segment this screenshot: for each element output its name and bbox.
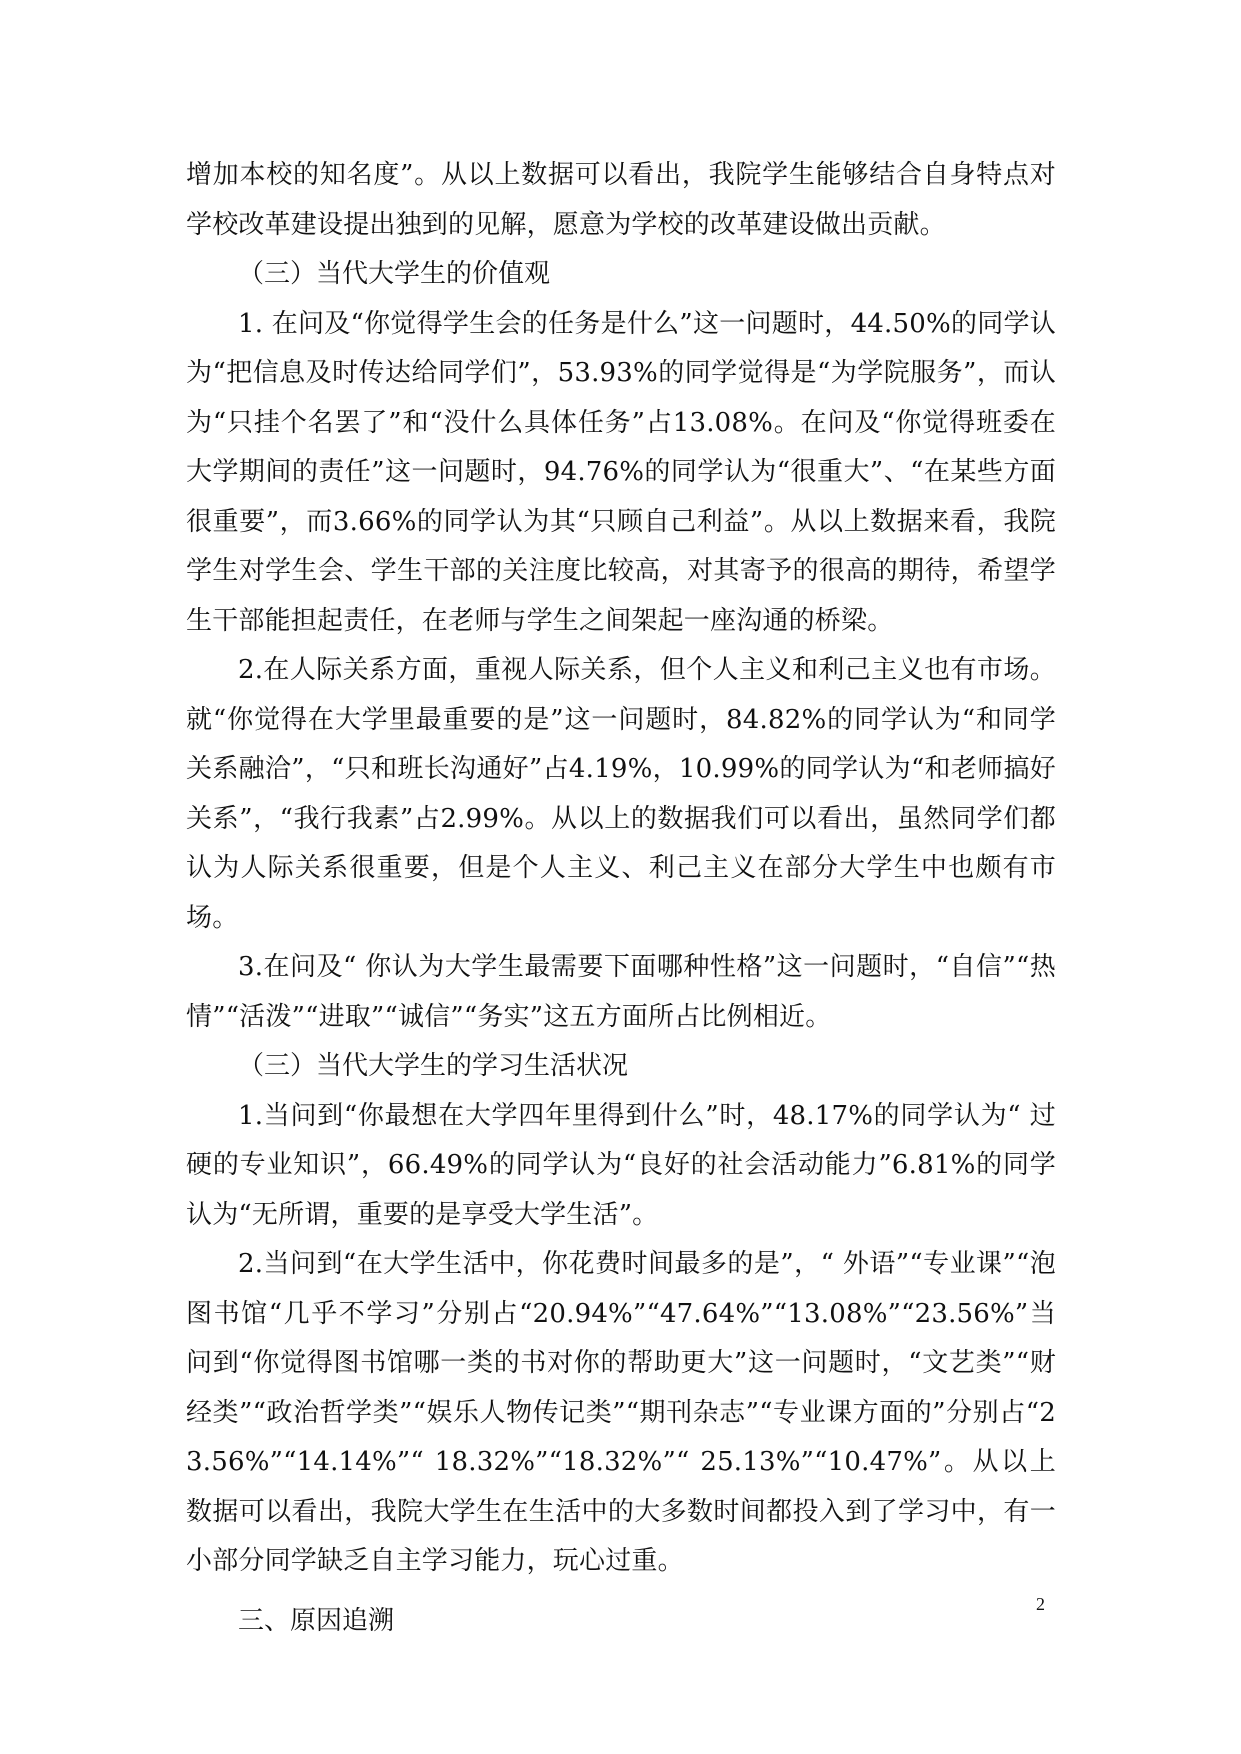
paragraph-interpersonal: 2.在人际关系方面，重视人际关系，但个人主义和利己主义也有市场。就“你觉得在大学里最重要的是”这一问题时，84.82%的同学认为“和同学关系融洽”，“只和班长沟通好”占4.19%，10.99%的同学认为“和老师搞好关系”，“我行我素”占2.99%。从以上的数据我们可以看出，虽然同学们都认为人际关系很重要，但是个人主义、利己主义在部分大学生中也颇有市场。 <box>186 655 1056 933</box>
page-number: 2 <box>1036 1594 1045 1614</box>
section-heading-values: （三）当代大学生的价值观 <box>238 259 551 289</box>
section-heading-study-life: （三）当代大学生的学习生活状况 <box>238 1051 629 1081</box>
spacer <box>186 1587 1056 1597</box>
paragraph-student-union: 1. 在问及“你觉得学生会的任务是什么”这一问题时，44.50%的同学认为“把信息及时传达给同学们”，53.93%的同学觉得是“为学院服务”，而认为“只挂个名罢了”和“没什么具体任务”占13.08%。在问及“你觉得班委在大学期间的责任”这一问题时，94.76%的同学认为“很重大”、“在某些方面很重要”，而3.66%的同学认为其“只顾自己利益”。从以上数据来看，我院学生对学生会、学生干部的关注度比较高，对其寄予的很高的期待，希望学生干部能担起责任，在老师与学生之间架起一座沟通的桥梁。 <box>186 308 1056 636</box>
paragraph-personality: 3.在问及“ 你认为大学生最需要下面哪种性格”这一问题时，“自信”“热情”“活泼”“进取”“诚信”“务实”这五方面所占比例相近。 <box>186 952 1056 1032</box>
paragraph-four-years: 1.当问到“你最想在大学四年里得到什么”时，48.17%的同学认为“ 过硬的专业知识”，66.49%的同学认为“良好的社会活动能力”6.81%的同学认为“无所谓，重要的是享受大学生活”。 <box>186 1100 1056 1230</box>
page-body <box>186 151 1056 1646</box>
paragraph-conclusion: 增加本校的知名度”。从以上数据可以看出，我院学生能够结合自身特点对学校改革建设提出独到的见解，愿意为学校的改革建设做出贡献。 <box>186 160 1056 240</box>
section-heading-causes: 三、原因追溯 <box>238 1605 395 1636</box>
paragraph-time-spent: 2.当问到“在大学生活中，你花费时间最多的是”，“ 外语”“专业课”“泡图书馆“几乎不学习”分别占“20.94%”“47.64%”“13.08%”“23.56%”当问到“你觉得图书馆哪一类的书对你的帮助更大”这一问题时，“文艺类”“财经类”“政治哲学类”“娱乐人物传记类”“期刊杂志”“专业课方面的”分别占“23.56%”“14.14%”“ 18.32%”“18.32%”“ 25.13%”“10.47%”。从以上数据可以看出，我院大学生在生活中的大多数时间都投入到了学习中，有一小部分同学缺乏自主学习能力，玩心过重。 <box>186 1249 1056 1576</box>
